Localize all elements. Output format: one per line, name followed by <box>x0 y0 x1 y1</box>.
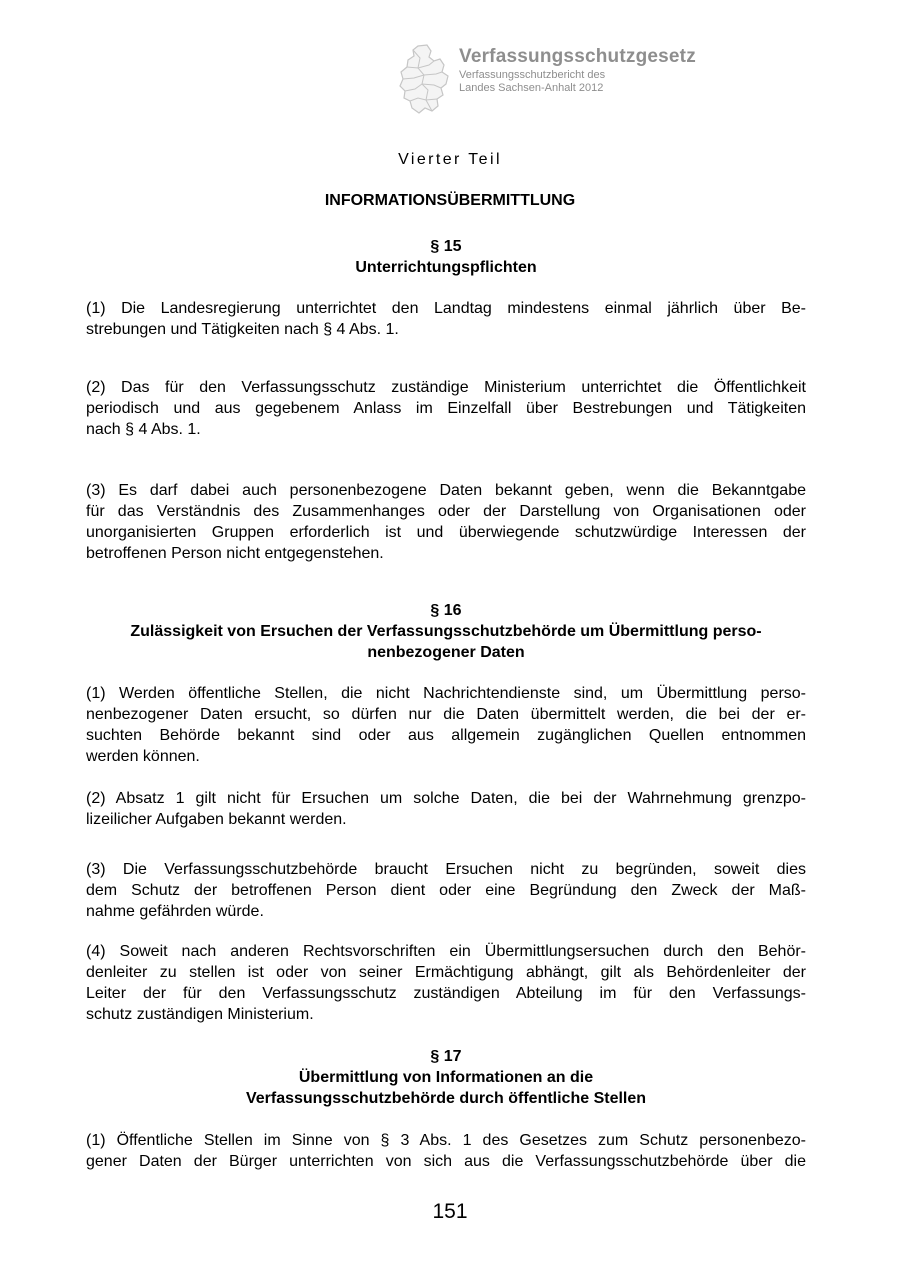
paragraph-16-4 <box>86 941 806 1025</box>
header-subtitle-line1: Verfassungsschutzbericht des <box>459 69 606 81</box>
section-title-line: nenbezogener Daten <box>367 644 525 661</box>
text-line: Leiter der für den Verfassungsschutz zuständigen Abteilung im für den Verfassungs- <box>86 985 806 1002</box>
text-line: betroffenen Person nicht entgegenstehen. <box>86 545 384 562</box>
section-heading-16 <box>86 600 806 663</box>
section-title-line: Übermittlung von Informationen an die <box>298 1069 594 1086</box>
text-line: dem Schutz der betroffenen Person dient oder eine Begründung den Zweck der Maß- <box>86 882 806 899</box>
section-title-line: Unterrichtungspflichten <box>355 259 537 276</box>
text-line: (4) Soweit nach anderen Rechtsvorschriften ein Übermittlungsersuchen durch den Behör- <box>86 943 806 960</box>
text-line: (1) Die Landesregierung unterrichtet den Landtag mindestens einmal jährlich über Be- <box>86 300 806 317</box>
text-line: für das Verständnis des Zusammenhanges oder der Darstellung von Organisationen oder <box>86 503 806 520</box>
section-heading-17 <box>86 1046 806 1109</box>
text-line: suchten Behörde bekannt sind oder aus allgemein zugänglichen Quellen entnommen <box>86 727 806 744</box>
paragraph-16-3 <box>86 859 806 922</box>
text-line: periodisch und aus gegebenem Anlass im Einzelfall über Bestrebungen und Tätigkeiten <box>86 400 806 417</box>
section-title-line: Verfassungsschutzbehörde durch öffentliche Stellen <box>245 1090 647 1107</box>
page-number: 151 <box>432 1200 468 1223</box>
paragraph-15-1 <box>86 298 806 340</box>
page-header <box>396 40 736 120</box>
paragraph-17-1 <box>86 1130 806 1172</box>
paragraph-15-3 <box>86 480 806 564</box>
paragraph-16-2 <box>86 788 806 830</box>
header-title: Verfassungsschutzgesetz <box>459 46 696 67</box>
header-subtitle-line2: Landes Sachsen-Anhalt 2012 <box>459 82 604 94</box>
text-line: (2) Das für den Verfassungsschutz zuständige Ministerium unterrichtet die Öffentlichkeit <box>86 379 806 396</box>
text-line: (3) Die Verfassungsschutzbehörde braucht Ersuchen nicht zu begründen, soweit dies <box>86 861 806 878</box>
text-line: (1) Öffentliche Stellen im Sinne von § 3 Abs. 1 des Gesetzes zum Schutz personenbezo- <box>86 1132 806 1149</box>
text-line: denleiter zu stellen ist oder von seiner Ermächtigung abhängt, gilt als Behördenleiter der <box>86 964 806 981</box>
saxony-anhalt-map-icon <box>396 44 456 116</box>
text-line: nenbezogener Daten ersucht, so dürfen nur die Daten übermittelt werden, die bei der er- <box>86 706 806 723</box>
text-line: (3) Es darf dabei auch personenbezogene Daten bekannt geben, wenn die Bekanntgabe <box>86 482 806 499</box>
text-line: werden können. <box>86 748 200 765</box>
text-line: strebungen und Tätigkeiten nach § 4 Abs. 1. <box>86 321 399 338</box>
text-line: nahme gefährden würde. <box>86 903 264 920</box>
text-line: (2) Absatz 1 gilt nicht für Ersuchen um solche Daten, die bei der Wahrnehmung grenzpo- <box>86 790 806 807</box>
section-number: § 15 <box>430 238 462 255</box>
paragraph-15-2 <box>86 377 806 440</box>
section-heading-15 <box>86 236 806 278</box>
section-number: § 17 <box>430 1048 462 1065</box>
part-heading: INFORMATIONSÜBERMITTLUNG <box>324 192 576 209</box>
paragraph-16-1 <box>86 683 806 767</box>
text-line: schutz zuständigen Ministerium. <box>86 1006 314 1023</box>
text-line: unorganisierten Gruppen erforderlich ist und überwiegende schutzwürdige Interessen der <box>86 524 806 541</box>
text-line: (1) Werden öffentliche Stellen, die nicht Nachrichtendienste sind, um Übermittlung perso- <box>86 685 806 702</box>
part-title: Vierter Teil <box>398 151 502 168</box>
section-title-line: Zulässigkeit von Ersuchen der Verfassungsschutzbehörde um Übermittlung perso- <box>130 623 762 640</box>
section-number: § 16 <box>430 602 462 619</box>
text-line: nach § 4 Abs. 1. <box>86 421 201 438</box>
text-line: lizeilicher Aufgaben bekannt werden. <box>86 811 347 828</box>
text-line: gener Daten der Bürger unterrichten von sich aus die Verfassungsschutzbehörde über die <box>86 1153 806 1170</box>
